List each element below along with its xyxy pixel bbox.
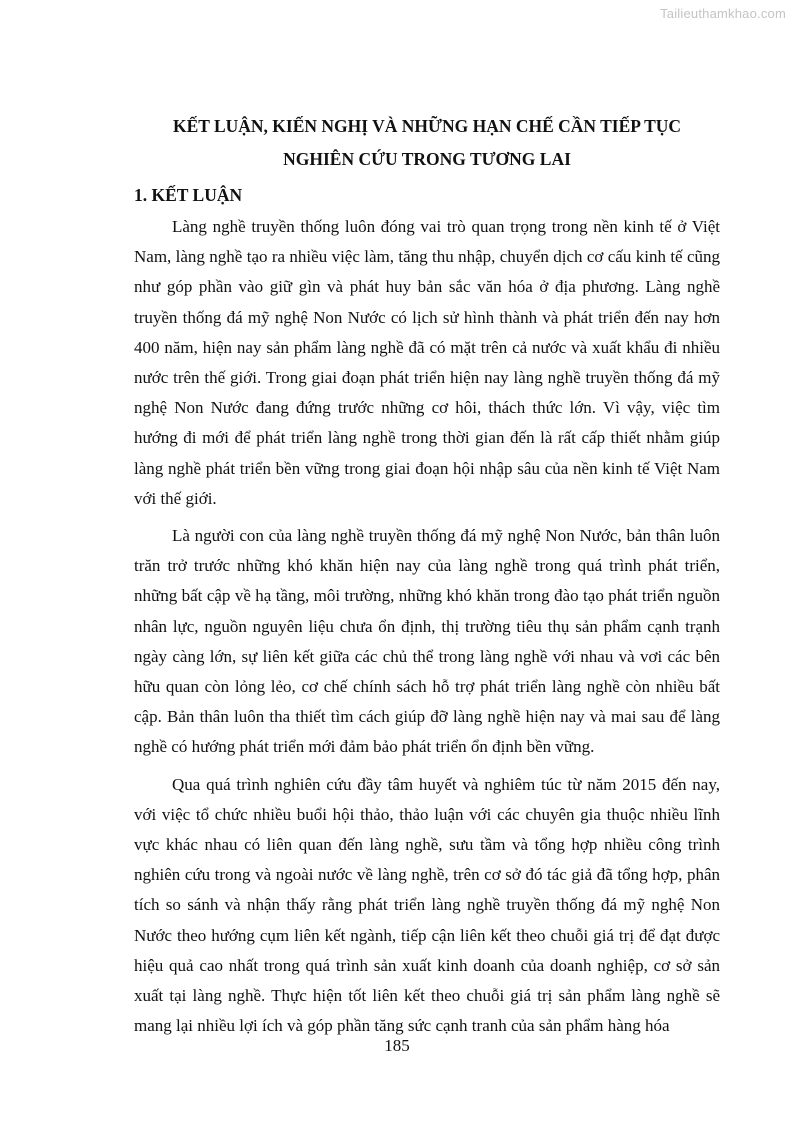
page-number: 185 [384,1036,410,1055]
paragraph-1: Làng nghề truyền thống luôn đóng vai trò quan trọng trong nền kinh tế ở Việt Nam, làng nghề tạo ra nhiều việc làm, tăng thu nhập, chuyển dịch cơ cấu kinh tế cũng như góp phần vào giữ gìn và phát huy bản sắc văn hóa ở địa phương. Làng nghề truyền thống đá mỹ nghệ Non Nước có lịch sử hình thành và phát triển đến nay hơn 400 năm, hiện nay sản phẩm làng nghề đã có mặt trên cả nước và xuất khẩu đi nhiều nước trên thế giới. Trong giai đoạn phát triển hiện nay làng nghề truyền thống đá mỹ nghệ Non Nước đang đứng trước những cơ hôi, thách thức lớn. Vì vậy, việc tìm hướng đi mới để phát triển làng nghề trong thời gian đến là rất cấp thiết nhằm giúp làng nghề phát triển bền vững trong giai đoạn hội nhập sâu của nền kinh tế Việt Nam với thế giới. [134,217,720,508]
paragraph-2: Là người con của làng nghề truyền thống đá mỹ nghệ Non Nước, bản thân luôn trăn trở trước những khó khăn hiện nay của làng nghề trong quá trình phát triển, những bất cập về hạ tầng, môi trường, những khó khăn trong đào tạo phát triển nguồn nhân lực, nguồn nguyên liệu chưa ổn định, thị trường tiêu thụ sản phẩm cạnh trạnh ngày càng lớn, sự liên kết giữa các chủ thể trong làng nghề với nhau và vơi các bên hữu quan còn lỏng lẻo, cơ chế chính sách hỗ trợ phát triển làng nghề còn nhiều bất cập. Bản thân luôn tha thiết tìm cách giúp đỡ làng nghề hiện nay và mai sau để làng nghề có hướng phát triển mới đảm bảo phát triển ổn định bền vững. [134,526,720,757]
watermark-text: Tailieuthamkhao.com [660,6,786,21]
section-heading: 1. KẾT LUẬN [134,185,243,205]
page-content [134,110,720,1048]
paragraph-3: Qua quá trình nghiên cứu đầy tâm huyết và nghiêm túc từ năm 2015 đến nay, với việc tổ chức nhiều buổi hội thảo, thảo luận với các chuyên gia thuộc nhiều lĩnh vực khác nhau có liên quan đến làng nghề, sưu tầm và tổng hợp nhiều công trình nghiên cứu trong và ngoài nước về làng nghề, trên cơ sở đó tác giả đã tổng hợp, phân tích so sánh và nhận thấy rằng phát triển làng nghề truyền thống đá mỹ nghệ Non Nước theo hướng cụm liên kết ngành, tiếp cận liên kết theo chuỗi giá trị để đạt được hiệu quả cao nhất trong quá trình sản xuất kinh doanh của doanh nghiệp, cơ sở sản xuất tại làng nghề. Thực hiện tốt liên kết theo chuỗi giá trị sản phẩm làng nghề sẽ mang lại nhiều lợi ích và góp phần tăng sức cạnh tranh của sản phẩm hàng hóa [134,774,720,1036]
page-title-line-2: NGHIÊN CỨU TRONG TƯƠNG LAI [283,149,571,169]
page-title-line-1: KẾT LUẬN, KIẾN NGHỊ VÀ NHỮNG HẠN CHẾ CẦN TIẾP TỤC [172,116,682,136]
